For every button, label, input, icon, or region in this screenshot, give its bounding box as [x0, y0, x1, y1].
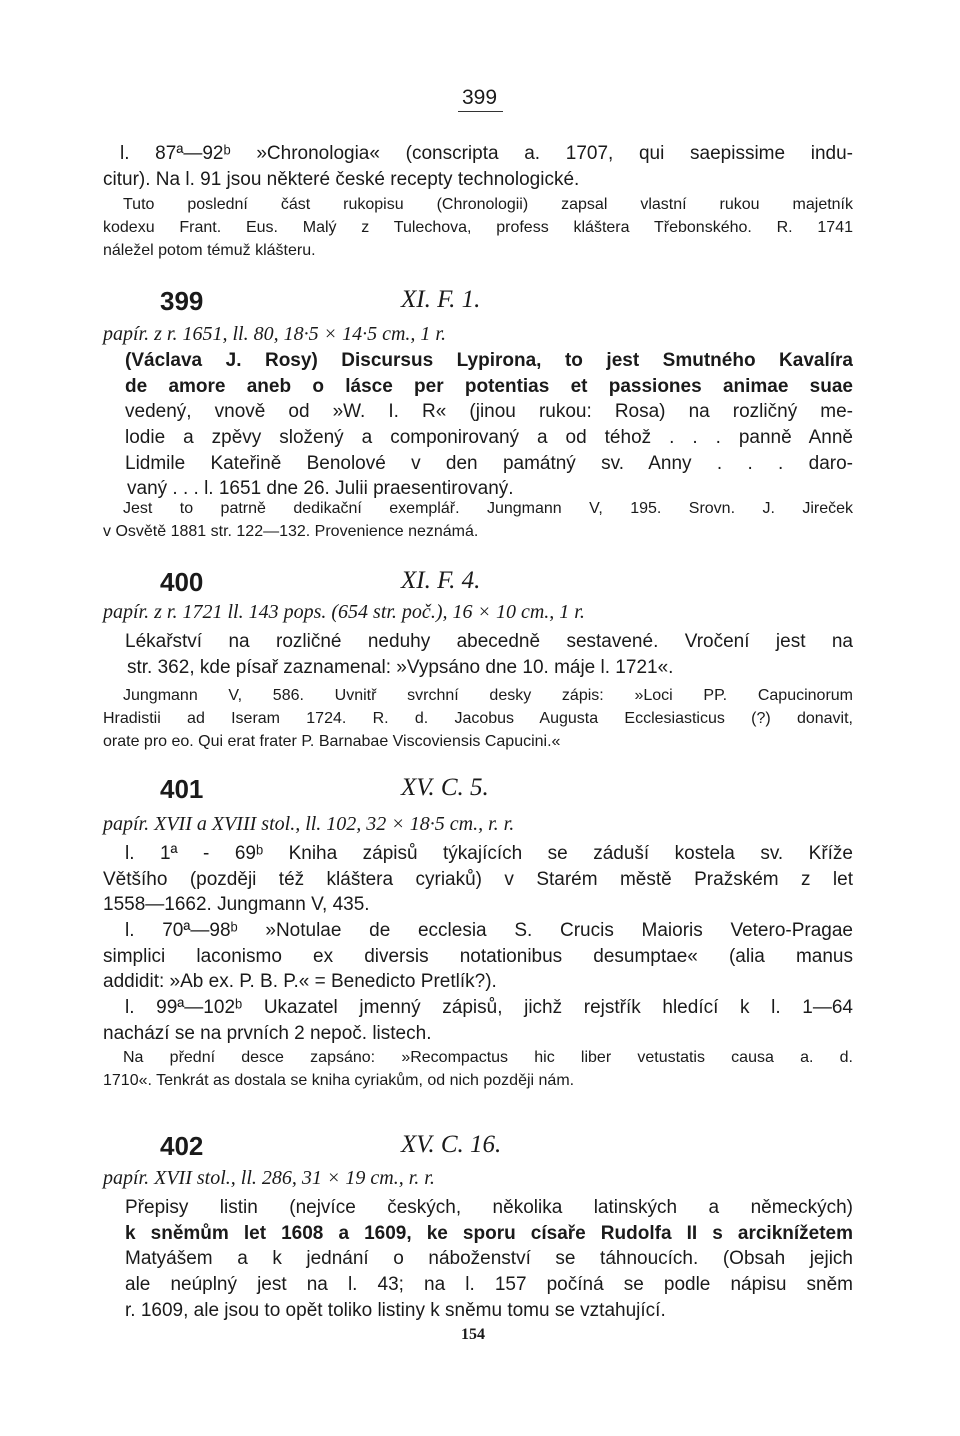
text-line: lodie a zpěvy složený a componirovaný a od téhož . . . panně Anně — [125, 427, 853, 449]
text-line: str. 362, kde písař zaznamenal: »Vypsáno dne 10. máje l. 1721«. — [127, 656, 674, 678]
entry-description — [103, 841, 853, 1047]
text-line: de amore aneb o lásce per potentias et passiones animae suae — [125, 375, 853, 397]
entry-description — [103, 1195, 853, 1323]
text-line: r. 1609, ale jsou to opět toliko listiny k sněmu tomu se vztahující. — [125, 1299, 666, 1321]
entry-meta: papír. z r. 1721 ll. 143 pops. (654 str. poč.), 16 × 10 cm., 1 r. — [103, 601, 585, 623]
text-line: ale neúplný jest na l. 43; na l. 157 počíná se podle nápisu sněm — [125, 1274, 853, 1296]
entry-note — [103, 684, 853, 753]
entry-heading — [160, 286, 853, 326]
note-line: orate pro eo. Qui erat frater P. Barnabae Viscoviensis Capucini.« — [103, 733, 561, 750]
entry-description — [103, 348, 853, 502]
entry-note — [103, 497, 853, 543]
entry-description — [103, 629, 853, 680]
text-line: l. 99ª—102ᵇ Ukazatel jmenný zápisů, jichž rejstřík hledící k l. 1—64 — [125, 997, 853, 1019]
text-line: (Václava J. Rosy) Discursus Lypirona, to jest Smutného Kavalíra — [125, 350, 853, 371]
entry-number: 399 — [160, 286, 204, 316]
entry-meta: papír. XVII stol., ll. 286, 31 × 19 cm., r. r. — [103, 1167, 435, 1189]
text-line: nachází se na prvních 2 nepoč. listech. — [103, 1022, 432, 1044]
entry-signature: XI. F. 1. — [401, 286, 481, 313]
entry-heading — [160, 1131, 853, 1171]
text-line: vaný . . . l. 1651 dne 26. Julii praesentirovaný. — [127, 478, 514, 500]
text-line: Matyášem a k jednání o náboženství se táhnoucích. (Obsah jejich — [125, 1248, 853, 1270]
note-line: v Osvětě 1881 str. 122—132. Provenience neznámá. — [103, 523, 479, 540]
note-line: 1710«. Tenkrát as dostala se kniha cyriakům, od nich později nám. — [103, 1072, 575, 1089]
entry-heading — [160, 774, 853, 814]
text-line: l. 1ª - 69ᵇ Kniha zápisů týkajících se záduší kostela sv. Kříže — [125, 843, 853, 864]
entry-number: 402 — [160, 1131, 204, 1161]
note-line: Tuto poslední část rukopisu (Chronologii) zapsal vlastní rukou majetník — [123, 196, 853, 213]
entry-meta: papír. XVII a XVIII stol., ll. 102, 32 × 18·5 cm., r. r. — [103, 813, 515, 835]
text-line: Lékařství na rozličné neduhy abecedně sestavené. Vročení jest na — [125, 631, 853, 652]
entry-meta: papír. z r. 1651, ll. 80, 18·5 × 14·5 cm., 1 r. — [103, 323, 446, 345]
text-line: simplici laconismo ex diversis notationibus desumptae« (alia manus — [103, 945, 853, 967]
note-line: Jest to patrně dedikační exemplář. Jungmann V, 195. Srovn. J. Jireček — [123, 500, 853, 517]
note-line: náležel potom témuž klášteru. — [103, 242, 316, 259]
text-line: addidit: »Ab ex. P. B. P.« = Benedicto Pretlík?). — [103, 971, 497, 993]
text-line: l. 70ª—98ᵇ »Notulae de ecclesia S. Crucis Maioris Vetero-Pragae — [125, 920, 853, 942]
text-line: vedený, vnově od »W. I. R« (jinou rukou: Rosa) na rozličný me- — [125, 401, 853, 423]
intro-paragraph — [103, 141, 853, 192]
entry-note — [103, 1046, 853, 1092]
page-number: 399 — [458, 86, 503, 112]
text-line: citur). Na l. 91 jsou některé české recepty technologické. — [103, 168, 580, 190]
text-line: l. 87ª—92ᵇ »Chronologia« (conscripta a. 1707, qui saepissime indu- — [120, 143, 853, 164]
text-line: Většího (později též kláštera cyriaků) v Starém městě Pražském z let — [103, 868, 853, 890]
note-line: Jungmann V, 586. Uvnitř svrchní desky zápis: »Loci PP. Capucinorum — [123, 687, 853, 704]
text-line: Přepisy listin (nejvíce českých, několika latinských a německých) — [125, 1197, 853, 1218]
note-line: Hradistii ad Iseram 1724. R. d. Jacobus Augusta Ecclesiasticus (?) donavit, — [103, 710, 853, 727]
entry-signature: XI. F. 4. — [401, 567, 481, 594]
note-line: kodexu Frant. Eus. Malý z Tulechova, profess kláštera Třebonského. R. 1741 — [103, 219, 853, 236]
text-line: k sněmům let 1608 a 1609, ke sporu císaře Rudolfa II s arciknížetem — [125, 1222, 853, 1244]
entry-signature: XV. C. 16. — [401, 1131, 502, 1158]
entry-signature: XV. C. 5. — [401, 774, 489, 801]
note-line: Na přední desce zapsáno: »Recompactus hic liber vetustatis causa a. d. — [123, 1049, 853, 1066]
entry-number: 400 — [160, 567, 204, 597]
text-line: 1558—1662. Jungmann V, 435. — [103, 894, 370, 916]
text-line: Lidmile Kateřině Benolové v den památný sv. Anny . . . daro- — [125, 452, 853, 474]
entry-number: 401 — [160, 774, 204, 804]
footer-page-number: 154 — [461, 1326, 485, 1343]
intro-note — [103, 193, 853, 262]
page-header — [103, 86, 853, 116]
